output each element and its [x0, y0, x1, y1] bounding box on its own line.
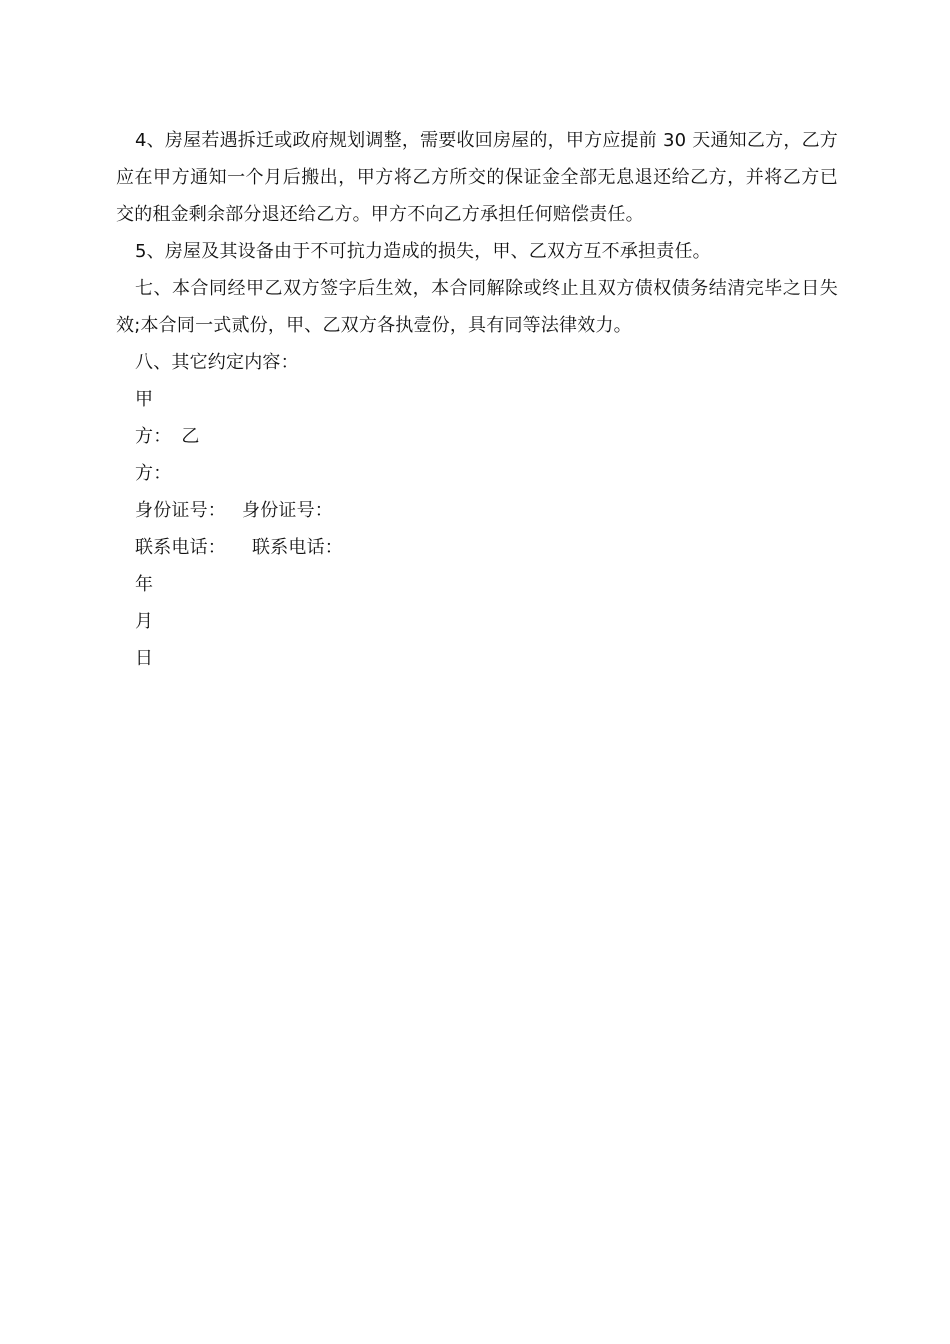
- date-year-line: [116, 566, 838, 603]
- party-a-id-label: 身份证号：: [135, 500, 226, 521]
- party-a-label-char2: 方：: [135, 426, 172, 447]
- clause-effectiveness: 七、本合同经甲乙双方签字后生效，本合同解除或终止且双方债权债务结清完毕之日失效;本合同一式贰份，甲、乙双方各执壹份，具有同等法律效力。: [116, 278, 838, 336]
- date-day-label: 日: [135, 648, 154, 669]
- date-month-line: [116, 603, 838, 640]
- party-a-phone-label: 联系电话：: [135, 537, 226, 558]
- party-b-label-line2: [116, 455, 838, 492]
- clause-other-agreements: 八、其它约定内容：: [135, 352, 299, 373]
- document-body: [116, 122, 838, 677]
- clause-force-majeure: 5、房屋及其设备由于不可抗力造成的损失，甲、乙双方互不承担责任。: [135, 241, 711, 262]
- clause-demolition: 4、房屋若遇拆迁或政府规划调整，需要收回房屋的，甲方应提前 30 天通知乙方，乙方应在甲方通知一个月后搬出，甲方将乙方所交的保证金全部无息退还给乙方，并将乙方已交的租金剩余部分退还给乙方。甲方不向乙方承担任何赔偿责任。: [116, 130, 838, 225]
- party-b-id-label: 身份证号：: [242, 500, 333, 521]
- party-a-label-char1: 甲: [135, 389, 154, 410]
- id-number-line: [116, 492, 838, 529]
- party-a-label-line2: [116, 418, 838, 455]
- party-a-label-line1: [116, 381, 838, 418]
- date-month-label: 月: [135, 611, 154, 632]
- party-b-phone-label: 联系电话：: [252, 537, 343, 558]
- party-b-label-char2: 方：: [135, 463, 172, 484]
- phone-line: [116, 529, 838, 566]
- date-year-label: 年: [135, 574, 154, 595]
- party-b-label-char1: 乙: [181, 426, 200, 447]
- date-day-line: [116, 640, 838, 677]
